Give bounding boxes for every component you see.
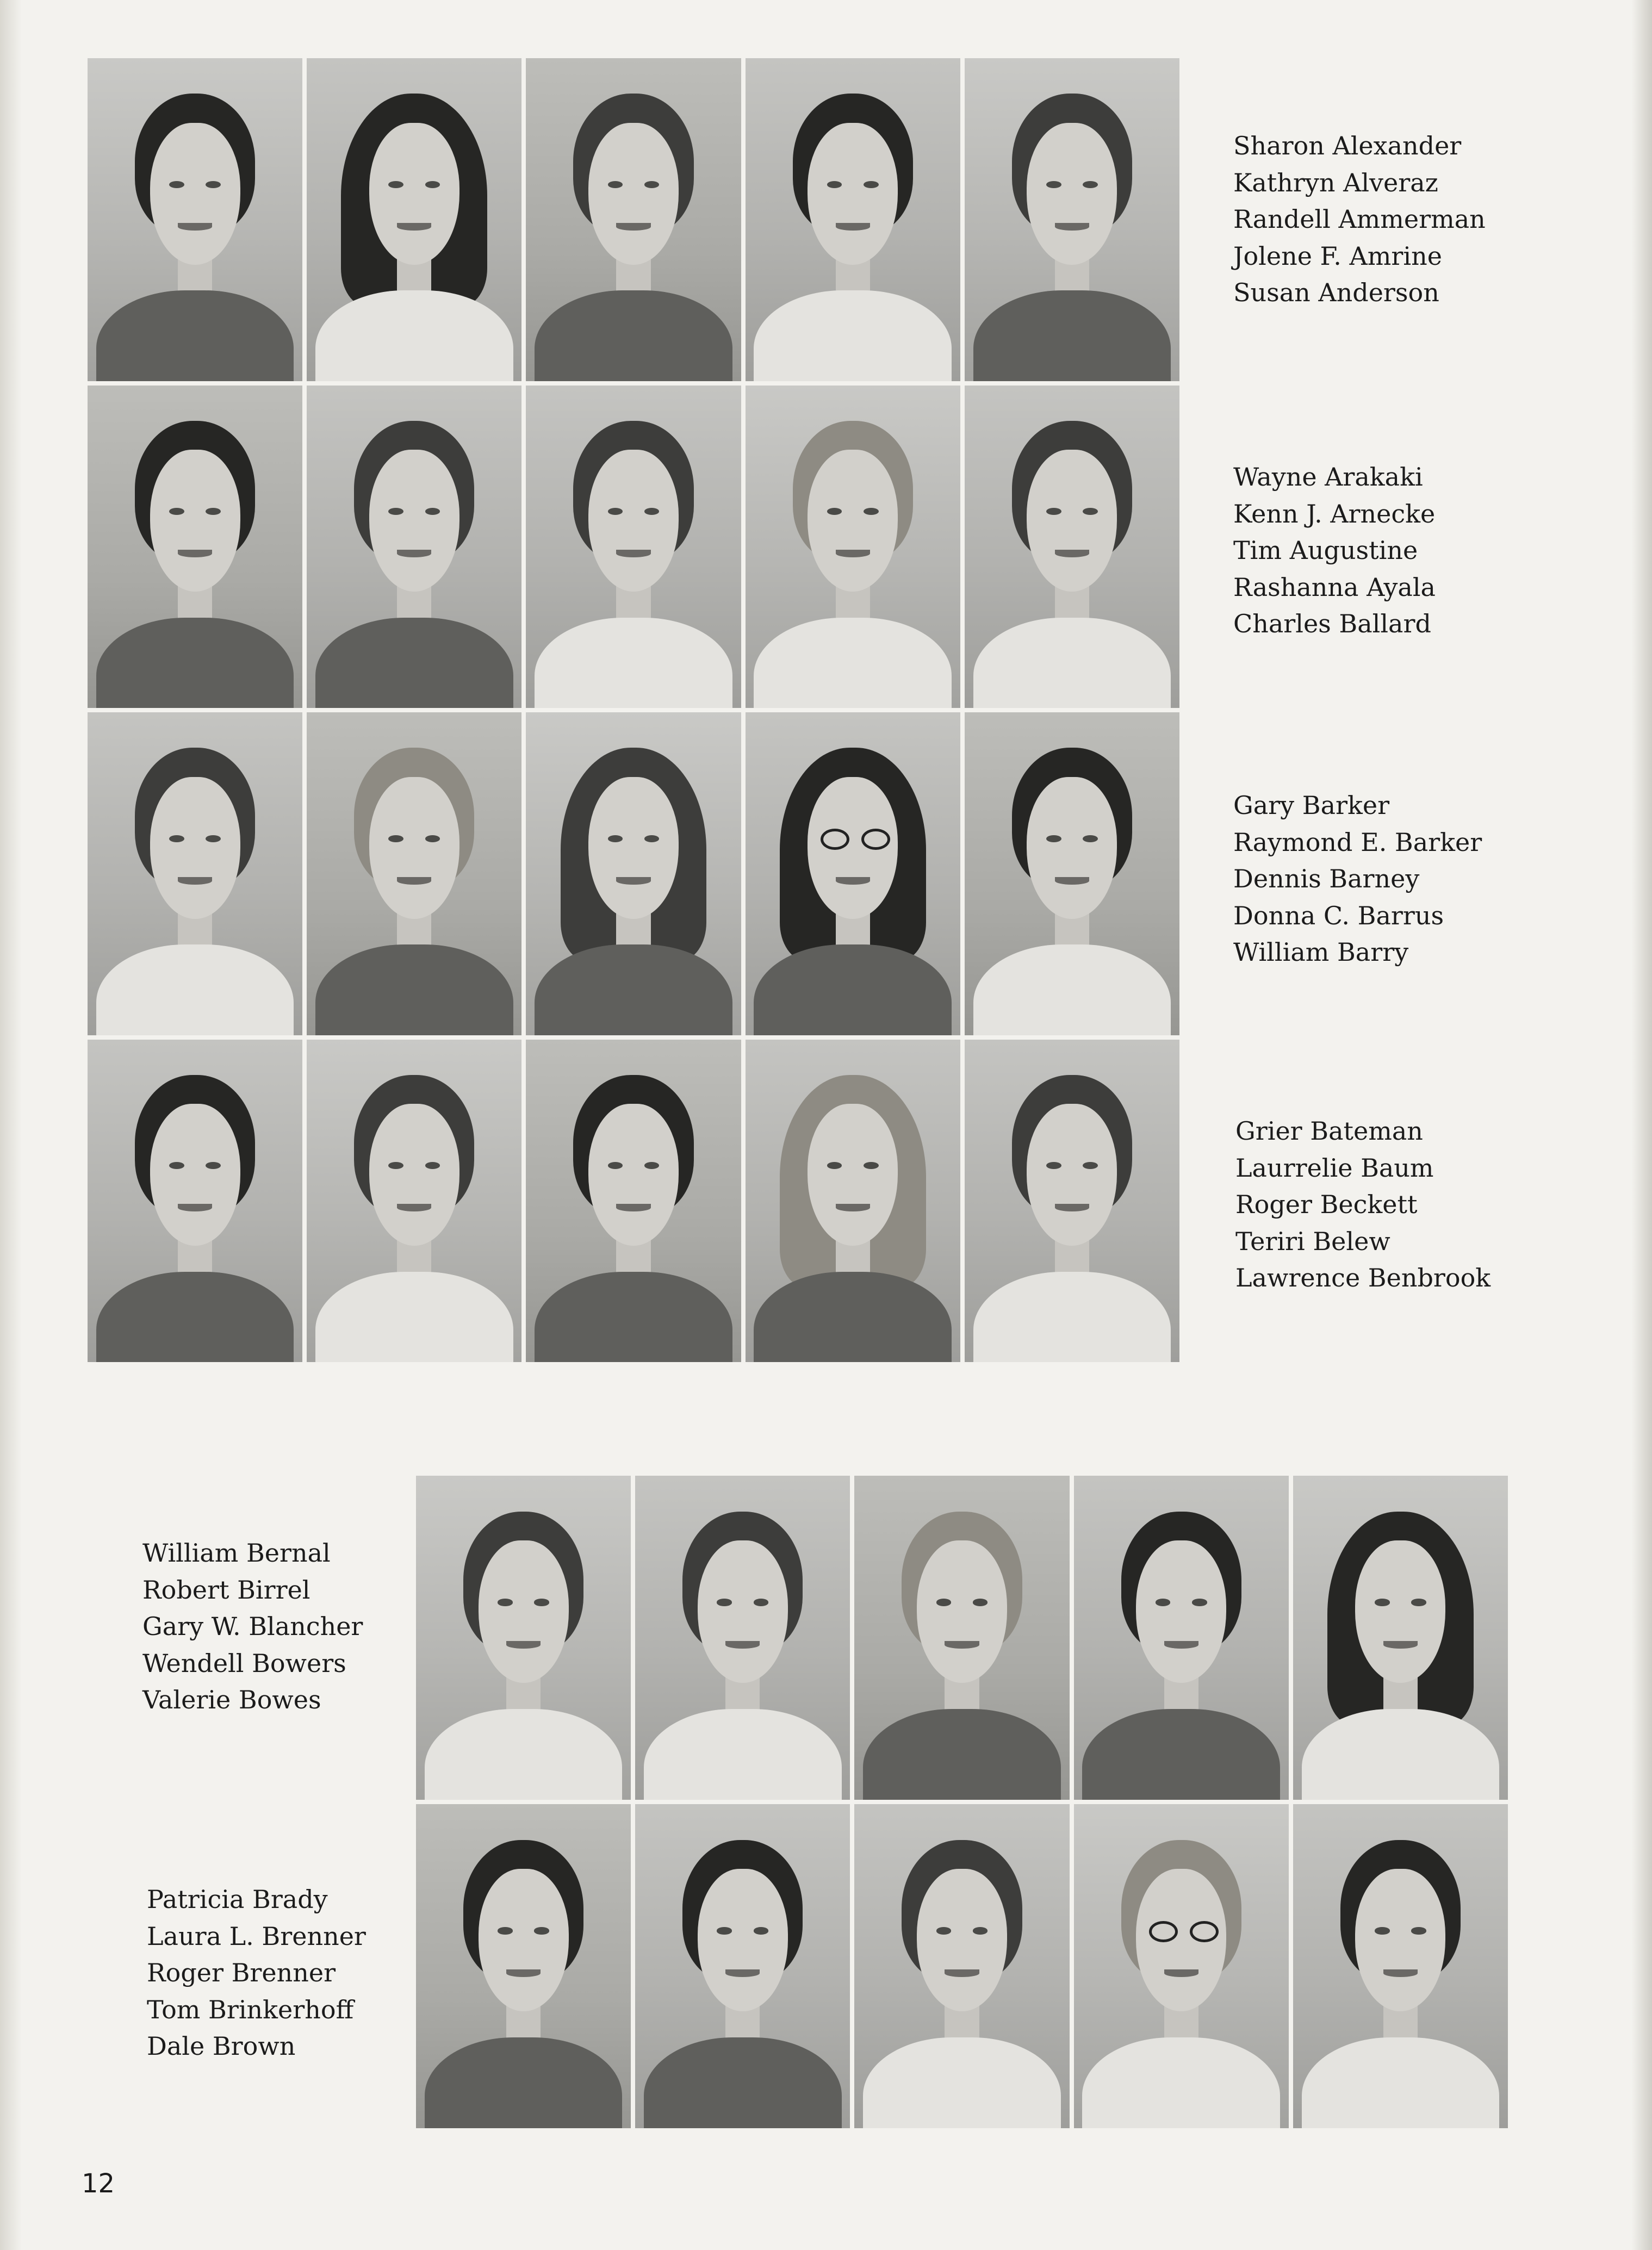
student-portrait [526,712,741,1035]
student-portrait [1293,1804,1508,2128]
student-portrait [307,1040,521,1363]
student-name: Jolene F. Amrine [1233,241,1442,271]
student-name: Patricia Brady [147,1885,328,1914]
student-name: Grier Bateman [1235,1116,1423,1146]
student-portrait [746,58,960,381]
name-list-group-6 [147,1881,366,2065]
student-name: Kathryn Alveraz [1233,167,1438,197]
student-name: Kenn J. Arnecke [1233,499,1436,529]
student-portrait [1074,1476,1289,1800]
student-portrait [526,58,741,381]
student-name: Rashanna Ayala [1233,572,1436,602]
student-portrait [416,1476,631,1800]
student-name: Teriri Belew [1235,1226,1390,1256]
name-list-group-1 [1233,128,1486,312]
student-portrait [307,58,521,381]
student-name: Wayne Arakaki [1233,462,1423,492]
lower-photo-grid [416,1476,1508,2128]
student-portrait [854,1476,1069,1800]
student-portrait [635,1476,850,1800]
name-list-group-5 [142,1535,363,1719]
student-portrait [635,1804,850,2128]
student-portrait [88,1040,302,1363]
student-name: Dennis Barney [1233,864,1420,893]
student-portrait [965,712,1179,1035]
student-name: Tim Augustine [1233,536,1418,565]
student-name: Laura L. Brenner [147,1921,366,1951]
student-name: Randell Ammerman [1233,204,1486,234]
name-list-group-2 [1233,459,1436,643]
student-name: Donna C. Barrus [1233,900,1444,930]
page-edge-right [1631,0,1652,2250]
student-name: Robert Birrel [142,1575,310,1605]
student-portrait [526,1040,741,1363]
student-name: Gary W. Blancher [142,1612,363,1641]
student-name: Roger Brenner [147,1958,336,1987]
student-portrait [965,58,1179,381]
page-edge-left [0,0,22,2250]
student-portrait [526,386,741,708]
student-name: William Bernal [142,1538,331,1568]
student-portrait [307,712,521,1035]
student-portrait [965,1040,1179,1363]
student-name: Dale Brown [147,2031,296,2061]
student-name: Gary Barker [1233,791,1390,820]
student-name: Laurrelie Baum [1235,1153,1434,1183]
student-portrait [965,386,1179,708]
student-portrait [88,58,302,381]
student-portrait [416,1804,631,2128]
student-name: Wendell Bowers [142,1648,346,1678]
student-name: Sharon Alexander [1233,131,1462,160]
page-number: 12 [82,2168,115,2199]
student-name: Susan Anderson [1233,278,1439,307]
student-name: Tom Brinkerhoff [147,1994,354,2024]
student-portrait [746,386,960,708]
student-portrait [1293,1476,1508,1800]
student-name: William Barry [1233,937,1409,967]
student-portrait [854,1804,1069,2128]
student-portrait [746,1040,960,1363]
student-portrait [88,712,302,1035]
student-name: Roger Beckett [1235,1190,1418,1219]
student-name: Valerie Bowes [142,1685,321,1714]
name-list-group-4 [1235,1113,1490,1297]
student-name: Raymond E. Barker [1233,827,1482,857]
student-portrait [307,386,521,708]
student-name: Lawrence Benbrook [1235,1263,1491,1292]
student-portrait [88,386,302,708]
name-list-group-3 [1233,787,1482,971]
student-portrait [1074,1804,1289,2128]
student-portrait [746,712,960,1035]
student-name: Charles Ballard [1233,609,1431,638]
upper-photo-grid [88,58,1179,1362]
